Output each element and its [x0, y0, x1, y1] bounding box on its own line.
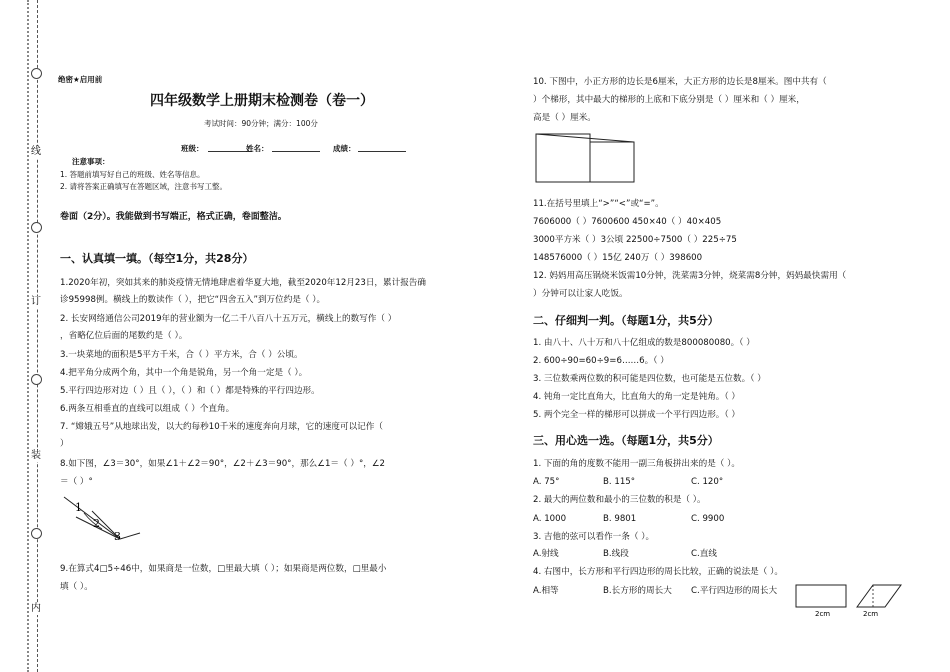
section-3-title: 三、用心选一选。（每题1分，共5分）	[533, 434, 719, 447]
choice-1: 1. 下面的角的度数不能用一副三角板拼出来的是（ ）。	[533, 459, 741, 469]
angle-label-1: 1	[75, 501, 82, 514]
angle-label-3: 3	[114, 530, 121, 543]
choice-3-option-b[interactable]: B.线段	[603, 549, 629, 559]
binding-hole-icon	[31, 374, 42, 385]
binding-dotted-line	[27, 0, 29, 672]
q11-row3: 148576000（ ）15亿 240万（ ）398600	[533, 253, 703, 263]
choice-1-option-c[interactable]: C. 120°	[691, 477, 724, 487]
choice-3-option-c[interactable]: C.直线	[691, 549, 717, 559]
parallelogram-height-label: 2cm	[863, 610, 879, 618]
binding-char-nei: 内	[31, 603, 41, 614]
q3: 3.一块菜地的面积是5平方千米，合（ ）平方米，合（ ）公顷。	[60, 350, 303, 360]
q12-line2: ）分钟可以让家人吃饭。	[533, 289, 628, 299]
page-title: 四年级数学上册期末检测卷（卷一）	[150, 93, 374, 109]
binding-char-xian: 线	[31, 146, 41, 157]
judge-2: 2. 600÷90=60÷9=6……6。（ ）	[533, 356, 669, 366]
q10-line3: 高是（ ）厘米。	[533, 113, 596, 123]
secret-label: 绝密★启用前	[58, 75, 103, 84]
q11-row1: 7606000（ ）7600600 450×40（ ）40×405	[533, 217, 722, 227]
judge-1: 1. 由八十、八十万和八十亿组成的数是800080080。（ ）	[533, 338, 755, 348]
q8-line1: 8.如下图，∠3＝30°，如果∠1＋∠2＝90°，∠2＋∠3＝90°，那么∠1＝（ ）°，∠2	[60, 459, 386, 469]
q9-line1: 9.在算式4□5÷46中，如果商是一位数，□里最大填（ ）；如果商是两位数，□里最小	[60, 564, 387, 574]
q11-row2: 3000平方米（ ）3公顷 22500÷7500（ ）225÷75	[533, 235, 737, 245]
section-1-title: 一、认真填一填。（每空1分，共28分）	[60, 252, 254, 265]
q2-line2: ，省略亿位后面的尾数约是（ ）。	[60, 331, 188, 341]
binding-hole-icon	[31, 222, 42, 233]
class-label: 班级：	[181, 144, 204, 153]
q11-title: 11.在括号里填上“>”“<”或“=”。	[533, 199, 664, 209]
q7-line1: 7. “嫦娥五号”从地球出发，以大约每秒10千米的速度奔向月球，它的速度可以记作（	[60, 422, 383, 432]
choice-2-option-b[interactable]: B. 9801	[603, 514, 637, 524]
squares-figure	[535, 128, 637, 186]
choice-1-option-a[interactable]: A. 75°	[533, 477, 560, 487]
q12-line1: 12. 妈妈用高压锅烧米饭需10分钟，洗菜需3分钟，烧菜需8分钟，妈妈最快需用（	[533, 271, 847, 281]
name-field[interactable]	[272, 151, 320, 152]
choice-4-option-a[interactable]: A.相等	[533, 586, 559, 596]
q10-line1: 10. 下图中，小正方形的边长是6厘米，大正方形的边长是8厘米。图中共有（	[533, 77, 827, 87]
q9-line2: 填（ ）。	[60, 582, 93, 592]
binding-hole-icon	[31, 68, 42, 79]
binding-dashed-line	[37, 0, 38, 672]
binding-hole-icon	[31, 528, 42, 539]
score-field[interactable]	[358, 151, 406, 152]
angle-figure	[62, 493, 142, 545]
q2-line1: 2. 长安网络通信公司2019年的营业额为一亿二千八百八十五万元，横线上的数写作（ ）	[60, 314, 397, 324]
binding-char-zhuang: 装	[31, 450, 41, 461]
q1-line2: 诊95998例。横线上的数读作（ ），把它“四舍五入”到万位约是（ ）。	[60, 295, 326, 305]
binding-char-ding: 订	[31, 296, 41, 307]
choice-3-option-a[interactable]: A.射线	[533, 549, 559, 559]
choice-2-option-a[interactable]: A. 1000	[533, 514, 567, 524]
choice-1-option-b[interactable]: B. 115°	[603, 477, 636, 487]
rect-parallelogram-figure	[795, 583, 903, 619]
rect-width-label: 2cm	[815, 610, 831, 618]
choice-4-option-c[interactable]: C.平行四边形的周长大	[691, 586, 778, 596]
q4: 4.把平角分成两个角，其中一个角是锐角，另一个角一定是（ ）。	[60, 368, 308, 378]
choice-2-option-c[interactable]: C. 9900	[691, 514, 725, 524]
choice-4-option-b[interactable]: B.长方形的周长大	[603, 586, 672, 596]
judge-4: 4. 钝角一定比直角大，比直角大的角一定是钝角。（ ）	[533, 392, 741, 402]
choice-2: 2. 最大的两位数和最小的三位数的积是（ ）。	[533, 495, 706, 505]
notes-title: 注意事项：	[72, 157, 110, 166]
section-2-title: 二、仔细判一判。（每题1分，共5分）	[533, 314, 719, 327]
q1-line1: 1.2020年初，突如其来的肺炎疫情无情地肆虐着华夏大地，截至2020年12月23日，累计报告确	[60, 278, 426, 288]
choice-3: 3. 吉他的弦可以看作一条（ ）。	[533, 532, 655, 542]
name-label: 姓名：	[246, 144, 269, 153]
note-2: 2. 请将答案正确填写在答题区域，注意书写工整。	[60, 182, 228, 191]
binding-margin	[0, 0, 44, 672]
q10-line2: ）个梯形，其中最大的梯形的上底和下底分别是（ ）厘米和（ ）厘米，	[533, 95, 805, 105]
q8-line2: ＝（ ）°	[60, 477, 93, 487]
exam-info: 考试时间：90分钟；满分：100分	[204, 119, 318, 128]
judge-3: 3. 三位数乘两位数的积可能是四位数，也可能是五位数。（ ）	[533, 374, 766, 384]
q6: 6.两条互相垂直的直线可以组成（ ）个直角。	[60, 404, 235, 414]
q7-line2: ）	[60, 439, 69, 449]
judge-5: 5. 两个完全一样的梯形可以拼成一个平行四边形。（ ）	[533, 410, 741, 420]
angle-label-2: 2	[93, 517, 100, 530]
choice-4: 4. 右图中，长方形和平行四边形的周长比较，正确的说法是（ ）。	[533, 567, 783, 577]
q5: 5.平行四边形对边（ ）且（ ），（ ）和（ ）都是特殊的平行四边形。	[60, 386, 320, 396]
neatness-note: 卷面（2分）。我能做到书写端正，格式正确，卷面整洁。	[60, 212, 287, 222]
score-label: 成绩：	[333, 144, 356, 153]
note-1: 1. 答题前填写好自己的班级、姓名等信息。	[60, 170, 205, 179]
